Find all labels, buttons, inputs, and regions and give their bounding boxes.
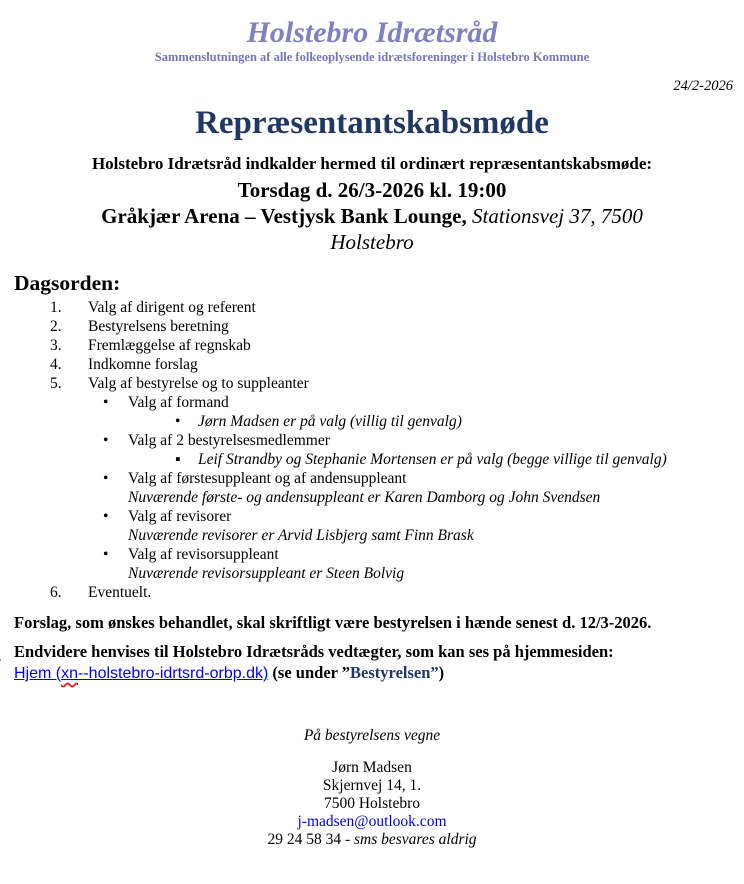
- see-under-name: Bestyrelsen”: [350, 663, 439, 682]
- phone-line: [0, 831, 744, 849]
- agenda-item: [0, 583, 744, 602]
- agenda-item-marker: 3.: [50, 337, 62, 354]
- agenda-item: [0, 412, 744, 431]
- org-subtitle: Sammenslutningen af alle folkeoplysende idrætsforeninger i Holstebro Kommune: [154, 50, 590, 64]
- website-link-pre: Hjem (: [14, 665, 62, 682]
- document-date: 24/2-2026: [673, 78, 733, 94]
- agenda-item: [0, 450, 744, 469]
- agenda-item: [0, 526, 744, 545]
- bylaws-link-line: [14, 662, 744, 684]
- agenda-item: [0, 469, 744, 488]
- agenda-item: [0, 298, 744, 317]
- meeting-datetime: Torsdag d. 26/3-2026 kl. 19:00: [237, 178, 507, 202]
- agenda-item-marker: 1.: [50, 299, 62, 316]
- email-link[interactable]: j-madsen@outlook.com: [297, 813, 447, 830]
- agenda-item: [0, 507, 744, 526]
- agenda-item-text: Valg af 2 bestyrelsesmedlemmer: [128, 432, 330, 449]
- agenda-item-text: Indkomne forslag: [88, 356, 198, 373]
- website-link-rest: --holstebro-idrtsrd-orbp.dk): [78, 665, 269, 682]
- agenda-item-marker: •: [103, 546, 109, 563]
- deadline-notice: Forslag, som ønskes behandlet, skal skriftligt være bestyrelsen i hænde senest d. 12/3-2026.: [14, 613, 652, 632]
- agenda-item-marker: 6.: [50, 584, 62, 601]
- margin-annotation-mark: [0, 657, 1, 671]
- agenda-item-marker: ▪: [175, 451, 181, 468]
- agenda-item: [0, 564, 744, 583]
- signature-block: [0, 759, 744, 849]
- on-behalf-line: På bestyrelsens vegne: [303, 727, 441, 744]
- meeting-intro: Holstebro Idrætsråd indkalder hermed til ordinært repræsentantskabsmøde:: [91, 154, 653, 173]
- agenda-item-text: Valg af formand: [128, 394, 229, 411]
- website-link[interactable]: [14, 665, 268, 682]
- agenda-item-text: Eventuelt.: [88, 584, 152, 601]
- agenda-item-text: Fremlæggelse af regnskab: [88, 337, 251, 354]
- agenda-item-text: Leif Strandby og Stephanie Mortensen er på valg (begge villige til genvalg): [198, 451, 667, 468]
- agenda-item-marker: •: [103, 508, 109, 525]
- signer-address: Skjernvej 14, 1.: [322, 777, 422, 794]
- agenda-item-marker: 5.: [50, 375, 62, 392]
- signer-name: Jørn Madsen: [332, 759, 412, 776]
- agenda-item-marker: •: [103, 470, 109, 487]
- phone-number: 29 24 58 34 -: [267, 831, 354, 848]
- agenda-item-text: Nuværende revisorer er Arvid Lisbjerg samt Finn Brask: [128, 527, 474, 544]
- agenda-item-text: Nuværende første- og andensuppleant er Karen Damborg og John Svendsen: [128, 489, 601, 506]
- agenda-item-text: Bestyrelsens beretning: [88, 318, 229, 335]
- org-title: Holstebro Idrætsråd: [246, 16, 498, 49]
- agenda-list: [0, 298, 744, 602]
- venue-name: Gråkjær Arena – Vestjysk Bank Lounge,: [101, 204, 467, 228]
- agenda-item-text: Valg af revisorer: [128, 508, 232, 525]
- venue-city: Holstebro: [330, 230, 414, 254]
- document-page: [0, 16, 744, 884]
- bylaws-see-under: [268, 663, 444, 682]
- agenda-item: [0, 488, 744, 507]
- agenda-item: [0, 317, 744, 336]
- page-title: Repræsentantskabsmøde: [195, 105, 549, 141]
- agenda-item-text: Jørn Madsen er på valg (villig til genvalg): [198, 413, 462, 430]
- agenda-item-marker: 2.: [50, 318, 62, 335]
- agenda-item-marker: 4.: [50, 356, 62, 373]
- agenda-item-text: Valg af bestyrelse og to suppleanter: [88, 375, 309, 392]
- agenda-item: [0, 374, 744, 393]
- agenda-item: [0, 336, 744, 355]
- agenda-item-marker: •: [103, 432, 109, 449]
- agenda-item-text: Nuværende revisorsuppleant er Steen Bolvig: [128, 565, 405, 582]
- venue-address: Stationsvej 37, 7500: [466, 204, 643, 228]
- agenda-heading: Dagsorden:: [14, 271, 121, 295]
- bylaws-notice: Endvidere henvises til Holstebro Idrætsråds vedtægter, som kan ses på hjemmesiden:: [14, 642, 614, 661]
- see-under-pre: (se under ”: [268, 663, 351, 682]
- agenda-item: [0, 431, 744, 450]
- agenda-item-marker: •: [103, 394, 109, 411]
- see-under-post: ): [438, 663, 445, 682]
- agenda-item: [0, 393, 744, 412]
- agenda-item: [0, 355, 744, 374]
- venue-line: [0, 203, 744, 229]
- spellcheck-squiggle: xn: [61, 665, 79, 682]
- agenda-item-marker: •: [175, 413, 181, 430]
- agenda-item-text: Valg af revisorsuppleant: [128, 546, 279, 563]
- agenda-item-text: Valg af dirigent og referent: [88, 299, 256, 316]
- phone-note: sms besvares aldrig: [353, 831, 477, 848]
- signer-city: 7500 Holstebro: [323, 795, 420, 812]
- agenda-item: [0, 545, 744, 564]
- agenda-item-text: Valg af førstesuppleant og af andensuppleant: [128, 470, 407, 487]
